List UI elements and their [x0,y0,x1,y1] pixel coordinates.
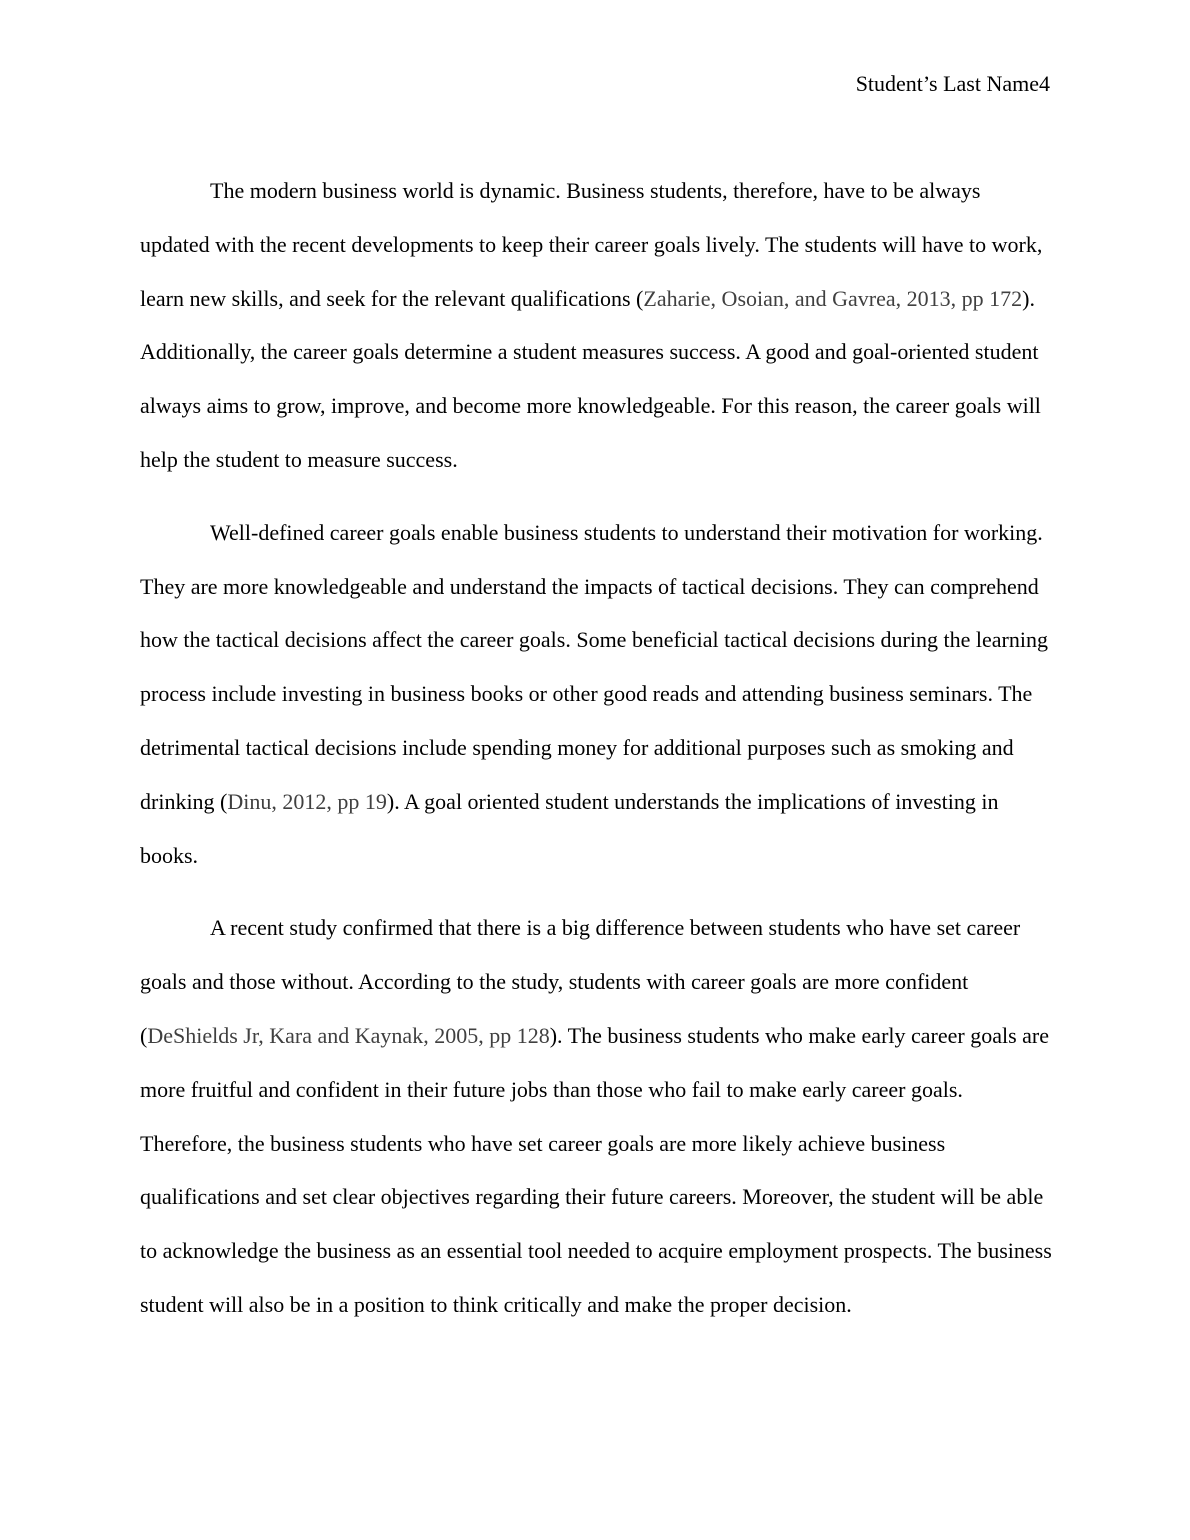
paragraph-text: Well-defined career goals enable business students to understand their motivation for working. They are more knowledgeable and understand the impacts of tactical decisions. They can comprehend how the tactical decisions affect the career goals. Some beneficial tactical decisions during the learning process include investing in business books or other good reads and attending business seminars. The detrimental tactical decisions include spending money for additional purposes such as smoking and drinking ( [140,519,1048,814]
paragraph-text: The modern business world is dynamic. Business students, therefore, have to be always updated with the recent developments to keep their career goals lively. The students will have to work, learn new skills, and seek for the relevant qualifications ( [140,178,1043,311]
paragraph-text: ). A goal oriented student understands the implications of investing in books. [140,788,999,868]
paragraph-2 [140,506,1052,883]
citation: DeShields Jr, Kara and Kaynak, 2005, pp 128 [147,1022,550,1048]
running-head-text: Student’s Last Name [855,71,1039,96]
running-header [856,70,1050,98]
paragraph-3 [140,901,1052,1331]
citation: Zaharie, Osoian, and Gavrea, 2013, pp 172 [643,285,1023,311]
paragraph-1 [140,164,1052,487]
paragraph-text: ). The business students who make early career goals are more fruitful and confident in their future jobs than those who fail to make early career goals. Therefore, the business students who have set career goals are more likely achieve business qualifications and set clear objectives regarding their future careers. Moreover, the student will be able to acknowledge the business as an essential tool needed to acquire employment prospects. The business student will also be in a position to think critically and make the proper decision. [140,1022,1052,1317]
paragraph-text: A recent study confirmed that there is a big difference between students who have set career goals and those without. According to the study, students with career goals are more confident ( [140,915,1021,1048]
citation: Dinu, 2012, pp 19 [227,788,387,814]
page-number: 4 [1039,71,1050,96]
paragraph-text: ). Additionally, the career goals determine a student measures success. A good and goal-oriented student always aims to grow, improve, and become more knowledgeable. For this reason, the career goals will help the student to measure success. [140,285,1041,472]
document-body [140,164,1052,1351]
